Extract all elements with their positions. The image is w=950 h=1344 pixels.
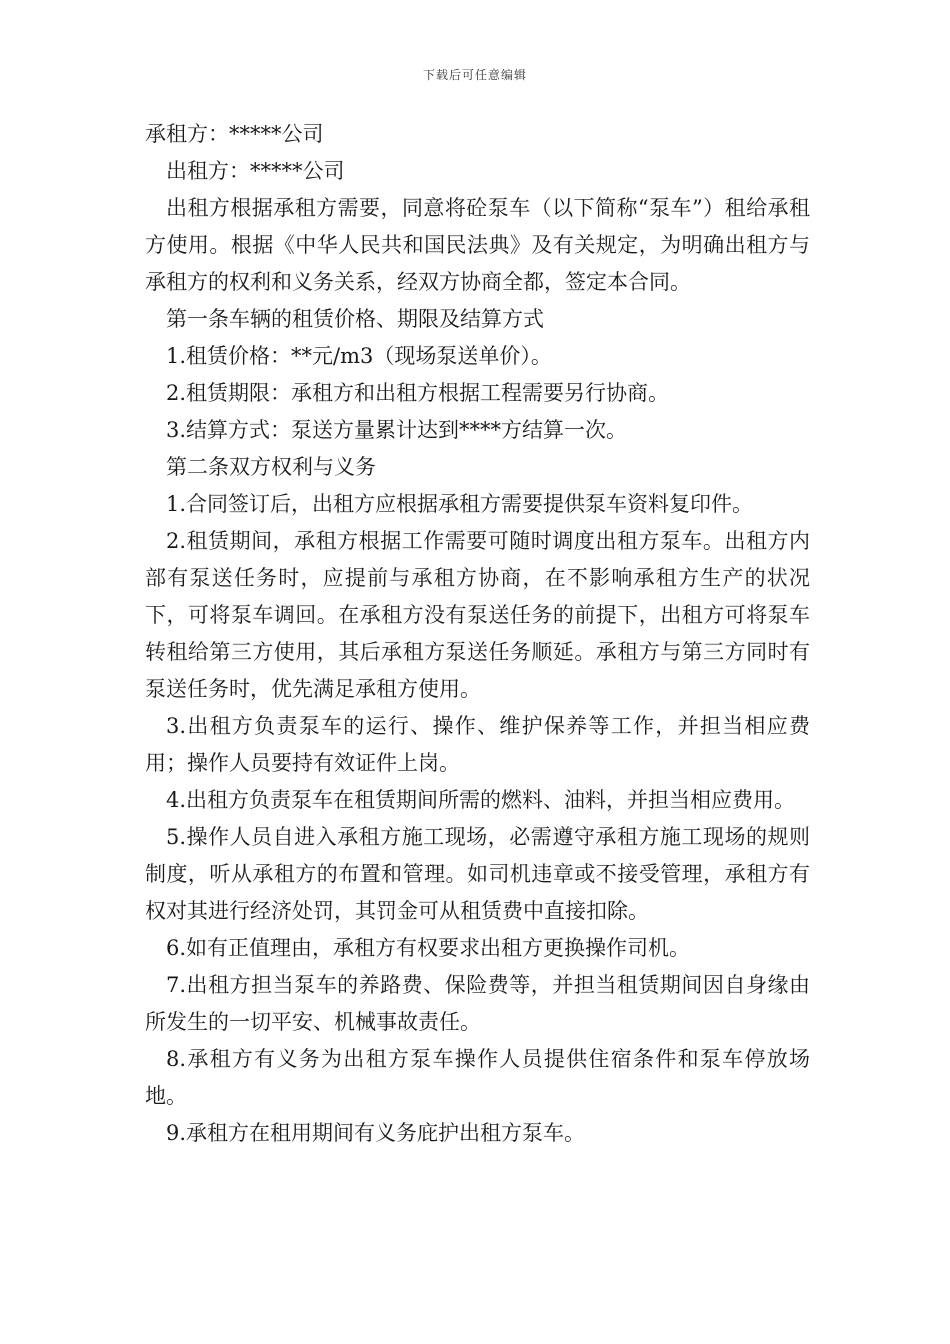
article-one-clause-2: 2.租赁期限：承租方和出租方根据工程需要另行协商。 bbox=[166, 381, 670, 405]
article-two-clause-5: 5.操作人员自进入承租方施工现场，必需遵守承租方施工现场的规则制度，听从承租方的布置和管理。如司机违章或不接受管理，承租方有权对其进行经济处罚，其罚金可从租赁费中直接扣除。 bbox=[145, 825, 810, 923]
lessor-line: 出租方：*****公司 bbox=[166, 159, 345, 183]
article-two-clause-7: 7.出租方担当泵车的养路费、保险费等，并担当租赁期间因自身缘由所发生的一切平安、机械事故责任。 bbox=[145, 973, 810, 1034]
article-one-clause-3: 3.结算方式：泵送方量累计达到****方结算一次。 bbox=[166, 418, 628, 442]
article-two-clause-4: 4.出租方负责泵车在租赁期间所需的燃料、油料，并担当相应费用。 bbox=[166, 788, 796, 812]
article-one-heading: 第一条车辆的租赁价格、期限及结算方式 bbox=[166, 307, 544, 331]
article-two-clause-3: 3.出租方负责泵车的运行、操作、维护保养等工作，并担当相应费用；操作人员要持有效证件上岗。 bbox=[145, 714, 810, 775]
article-two-clause-8: 8.承租方有义务为出租方泵车操作人员提供住宿条件和泵车停放场地。 bbox=[145, 1047, 810, 1108]
article-two-clause-2: 2.租赁期间，承租方根据工作需要可随时调度出租方泵车。出租方内部有泵送任务时，应提前与承租方协商，在不影响承租方生产的状况下，可将泵车调回。在承租方没有泵送任务的前提下，出租方可将泵车转租给第三方使用，其后承租方泵送任务顺延。承租方与第三方同时有泵送任务时，优先满足承租方使用。 bbox=[145, 529, 810, 701]
article-two-heading: 第二条双方权利与义务 bbox=[166, 455, 376, 479]
lessee-line: 承租方：*****公司 bbox=[145, 122, 324, 146]
article-two-clause-6: 6.如有正值理由，承租方有权要求出租方更换操作司机。 bbox=[166, 936, 691, 960]
preamble-paragraph: 出租方根据承租方需要，同意将砼泵车（以下简称“泵车”）租给承租方使用。根据《中华人民共和国民法典》及有关规定，为明确出租方与承租方的权利和义务关系，经双方协商全都，签定本合同。 bbox=[145, 196, 810, 294]
article-one-clause-1: 1.租赁价格：**元/m3（现场泵送单价）。 bbox=[166, 344, 552, 368]
article-two-clause-1: 1.合同签订后，出租方应根据承租方需要提供泵车资料复印件。 bbox=[166, 492, 754, 516]
page-header-note: 下载后可任意编辑 bbox=[422, 68, 527, 82]
article-two-clause-9: 9.承租方在租用期间有义务庇护出租方泵车。 bbox=[166, 1121, 586, 1145]
document-body bbox=[145, 116, 810, 1152]
